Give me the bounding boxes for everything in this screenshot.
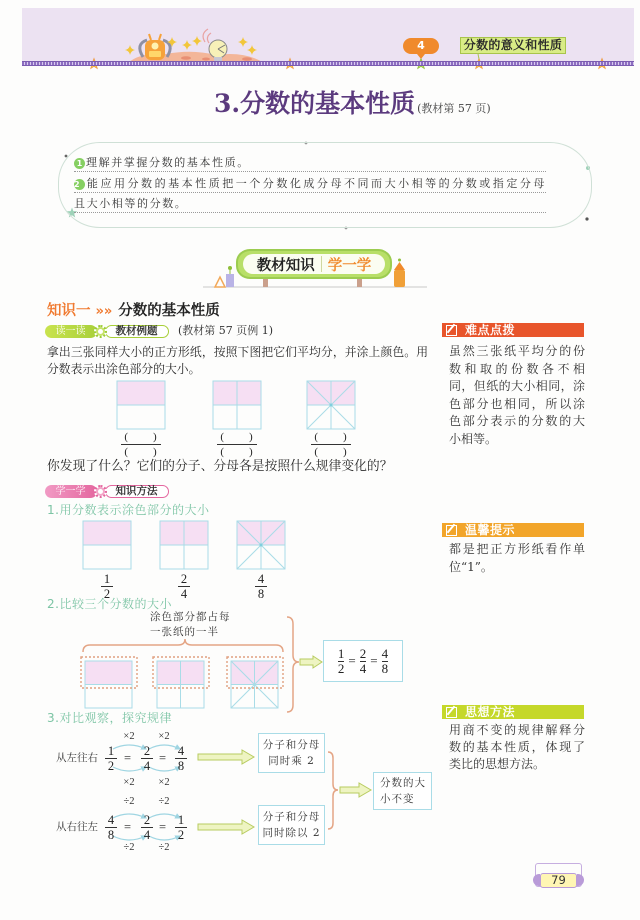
step1-fraction-3 [255,573,267,600]
answer-blank-fraction-2[interactable] [217,431,257,458]
equals-sign: = [159,751,167,765]
horizontal-brace [83,639,283,652]
example-square-halves [117,381,165,429]
banner-left-text: 教材知识 [256,257,315,274]
denominator-blank[interactable]: ( ) [314,446,348,458]
vertical-brace [287,617,299,712]
example-square-eighths [307,381,355,429]
numerator: 1 [103,572,111,586]
example-question: 你发现了什么？它们的分子、分母各是按照什么规律变化的？ [47,459,393,474]
gear-icon [94,485,107,498]
step2-square-halves [81,657,137,708]
page-number-tab-left [533,874,540,886]
fraction-bar [217,444,257,445]
sidebar-text-line: 色部分也相同，所以涂 [449,396,585,411]
equals-sign: = [124,751,132,765]
sidebar-text-line: 虽然三张纸平均分的份 [449,344,585,358]
conclusion-line: 小不变 [380,793,415,805]
step2-heading: 2.比较三个分数的大小 [47,597,172,611]
pencil-icon [446,525,457,536]
conclusion-line: 分数的大 [380,777,426,789]
sidebar-text-line: 位“1”。 [449,559,493,574]
row1-fraction-2: 2 4 [141,745,153,772]
knowledge-title: 分数的基本性质 [118,303,220,319]
arrow-right-icon [300,656,322,668]
double-chevron-right-icon: »» [95,304,113,319]
sidebar-text-line: 色部分表示的分数的大 [449,414,585,428]
sidebar-tip-reminder-header [442,523,584,537]
step2-note-line-1: 涂色部分都占每 [150,611,231,623]
objective-number-icon: 1 [74,158,85,169]
conclusion-line: 同时除以 2 [262,827,321,839]
step2-result-box [323,640,403,682]
sidebar-text-line: 数和取的份数各不相 [449,361,585,376]
step2-note-line-2: 一张纸的一半 [150,626,219,638]
objective-item-1 [74,155,546,172]
step2-square-eighths [227,657,283,708]
step1-heading: 1.用分数表示涂色部分的大小 [47,503,210,517]
objective-text: 理解并掌握分数的基本性质。 [86,156,250,169]
fraction-bar [121,444,161,445]
arrow-right-icon [198,750,254,764]
header-ribbon-line [22,61,634,66]
operator-label: ÷2 [123,796,135,807]
numerator: 2 [180,572,188,586]
step1-fraction-2 [178,573,190,600]
fraction-bar [311,444,351,445]
row2-fraction-2: 2 4 [141,814,153,841]
sidebar-text-line: 数的基本性质，体现了 [449,740,585,754]
denominator-blank[interactable]: ( ) [220,446,254,458]
example-textbook-ref: (教材第 57 页例 1) [178,324,274,337]
numerator-blank[interactable]: ( ) [124,431,158,443]
sidebar-title: 思想方法 [465,705,516,719]
sidebar-text-line: 类比的思想方法。 [449,757,546,771]
result-fraction-1: $\frac{1}{2}$ [337,645,345,676]
sidebar-text-line: 都是把正方形纸看作单 [449,542,585,556]
read-badge-label: 教材例题 [105,325,169,338]
conclusion-line: 同时乘 2 [268,755,315,767]
page-number: 79 [540,873,577,888]
denominator-blank[interactable]: ( ) [124,446,158,458]
denominator: 4 [180,587,188,601]
final-conclusion-box [373,772,432,810]
step1-square-halves [83,521,131,569]
numerator-blank[interactable]: ( ) [314,431,348,443]
objective-item-2-continued [74,196,546,213]
gear-icon [94,325,107,338]
row2-conclusion-box [258,805,325,845]
step3-heading: 3.对比观察，探究规律 [47,711,172,725]
conclusion-line: 分子和分母 [262,739,321,751]
learn-badge-tag: 学一学 [45,485,97,498]
operator-label: ÷2 [158,842,170,853]
row1-conclusion-box [258,733,325,773]
example-square-quarters [213,381,261,429]
objective-text: 能应用分数的基本性质把一个分数化成分母不同而大小相等的分数或指定分母 [86,177,546,190]
equals-sign: = [348,653,356,668]
denominator: 2 [103,587,111,601]
example-text-line-2: 分数表示出涂色部分的大小。 [47,362,201,376]
equals-sign: = [370,653,378,668]
step3-brace [328,752,338,829]
row2-label: 从右往左 [56,821,98,833]
answer-blank-fraction-3[interactable] [311,431,351,458]
lesson-title-row [214,89,491,119]
sidebar-title: 温馨提示 [465,523,516,537]
header-illustration [125,29,264,63]
pencil-icon [446,325,457,336]
sidebar-text-line: 用商不变的规律解释分 [449,723,585,737]
banner-divider [321,256,322,272]
operator-label: ×2 [123,777,135,788]
row1-fraction-1: 1 2 [105,745,117,772]
sidebar-tip-difficulty-header [442,323,584,337]
result-fraction-3: $\frac{4}{8}$ [381,645,389,676]
operator-label: ÷2 [158,796,170,807]
denominator: 8 [257,587,265,601]
operator-label: ×2 [158,777,170,788]
row2-fraction-3: 1 2 [175,814,187,841]
row1-label: 从左往右 [56,752,98,764]
row1-fraction-3: 4 8 [175,745,187,772]
operator-label: ×2 [123,731,135,742]
chapter-number-badge: 4 [403,38,439,54]
arrow-right-icon [340,783,371,797]
row2-fraction-1: 4 8 [105,814,117,841]
conclusion-line: 分子和分母 [262,811,321,823]
objective-item-2 [74,176,546,193]
sidebar-title: 难点点拨 [465,323,516,337]
sidebar-text-line: 同，但纸的大小相同，涂 [449,379,585,393]
lesson-title: 3.分数的基本性质 [214,89,416,118]
equals-sign: = [124,820,132,834]
chapter-title-label: 分数的意义和性质 [460,37,566,54]
read-badge [45,324,169,338]
read-badge-tag: 读一读 [45,325,97,338]
knowledge-label: 知识一 [47,303,91,319]
arrow-right-icon [198,820,254,834]
objective-number-icon: 2 [74,179,85,190]
step1-square-quarters [160,521,208,569]
numerator: 4 [257,572,265,586]
operator-label: ÷2 [123,842,135,853]
knowledge-heading [47,301,220,321]
sidebar-text-line: 小相等。 [449,431,498,446]
numerator-blank[interactable]: ( ) [220,431,254,443]
operator-label: ×2 [158,731,170,742]
learn-badge-label: 知识方法 [105,485,169,498]
example-text-line-1: 拿出三张同样大小的正方形纸，按照下图把它们平均分，并涂上颜色。用 [47,345,428,359]
answer-blank-fraction-1[interactable] [121,431,161,458]
result-fraction-2: $\frac{2}{4}$ [359,645,367,676]
step1-square-eighths [237,521,285,569]
sidebar-tip-method-header [442,705,584,719]
step2-square-quarters [153,657,209,708]
banner-right-text: 学一学 [327,257,372,274]
section-banner [236,249,392,279]
objective-text: 且大小相等的分数。 [74,197,188,210]
pencil-icon [446,707,457,718]
equals-sign: = [159,820,167,834]
learn-badge [45,484,169,498]
lesson-textbook-ref: (教材第 57 页) [417,102,491,115]
